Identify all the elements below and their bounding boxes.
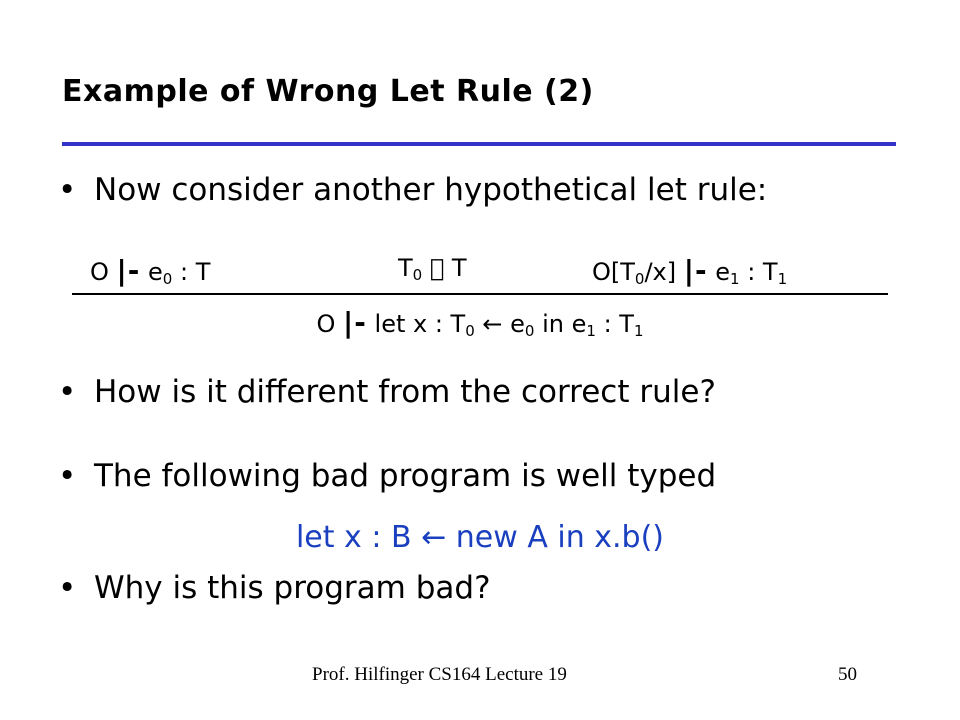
bullet-dot: • xyxy=(58,458,77,494)
title-underline xyxy=(62,142,896,146)
bullet-1 xyxy=(58,172,767,208)
bullet-2 xyxy=(58,374,716,410)
slide-title: Example of Wrong Let Rule (2) xyxy=(62,74,594,109)
bullet-dot: • xyxy=(58,172,77,208)
bullet-text: Now consider another hypothetical let rule: xyxy=(94,172,768,208)
program-code: let x : B ← new A in x.b() xyxy=(295,520,665,555)
footer-page-number: 50 xyxy=(838,664,857,685)
rule-conclusion: O |- let x : $T_0$ ← $e_0$ in $e_1$ : $T_1$ xyxy=(316,306,644,340)
bullet-text: Why is this program bad? xyxy=(94,570,491,606)
rule-divider xyxy=(72,293,888,295)
bullet-dot: • xyxy=(58,570,77,606)
rule-premise-3: $O[T_0/x]$ |- $e_1$ : $T_1$ xyxy=(592,254,788,288)
bullet-text: How is it different from the correct rule? xyxy=(94,374,716,410)
bullet-text: The following bad program is well typed xyxy=(94,458,717,494)
footer-lecture: Prof. Hilfinger CS164 Lecture 19 xyxy=(312,664,567,685)
bullet-dot: • xyxy=(58,374,77,410)
rule-premise-1: O |- $e_0$ : T xyxy=(90,254,211,288)
bullet-3 xyxy=(58,458,716,494)
subtype-icon xyxy=(430,254,444,282)
rule-premise-2: $T_0$ T xyxy=(398,254,445,284)
bullet-4 xyxy=(58,570,491,606)
left-arrow-icon: ← xyxy=(482,310,503,338)
